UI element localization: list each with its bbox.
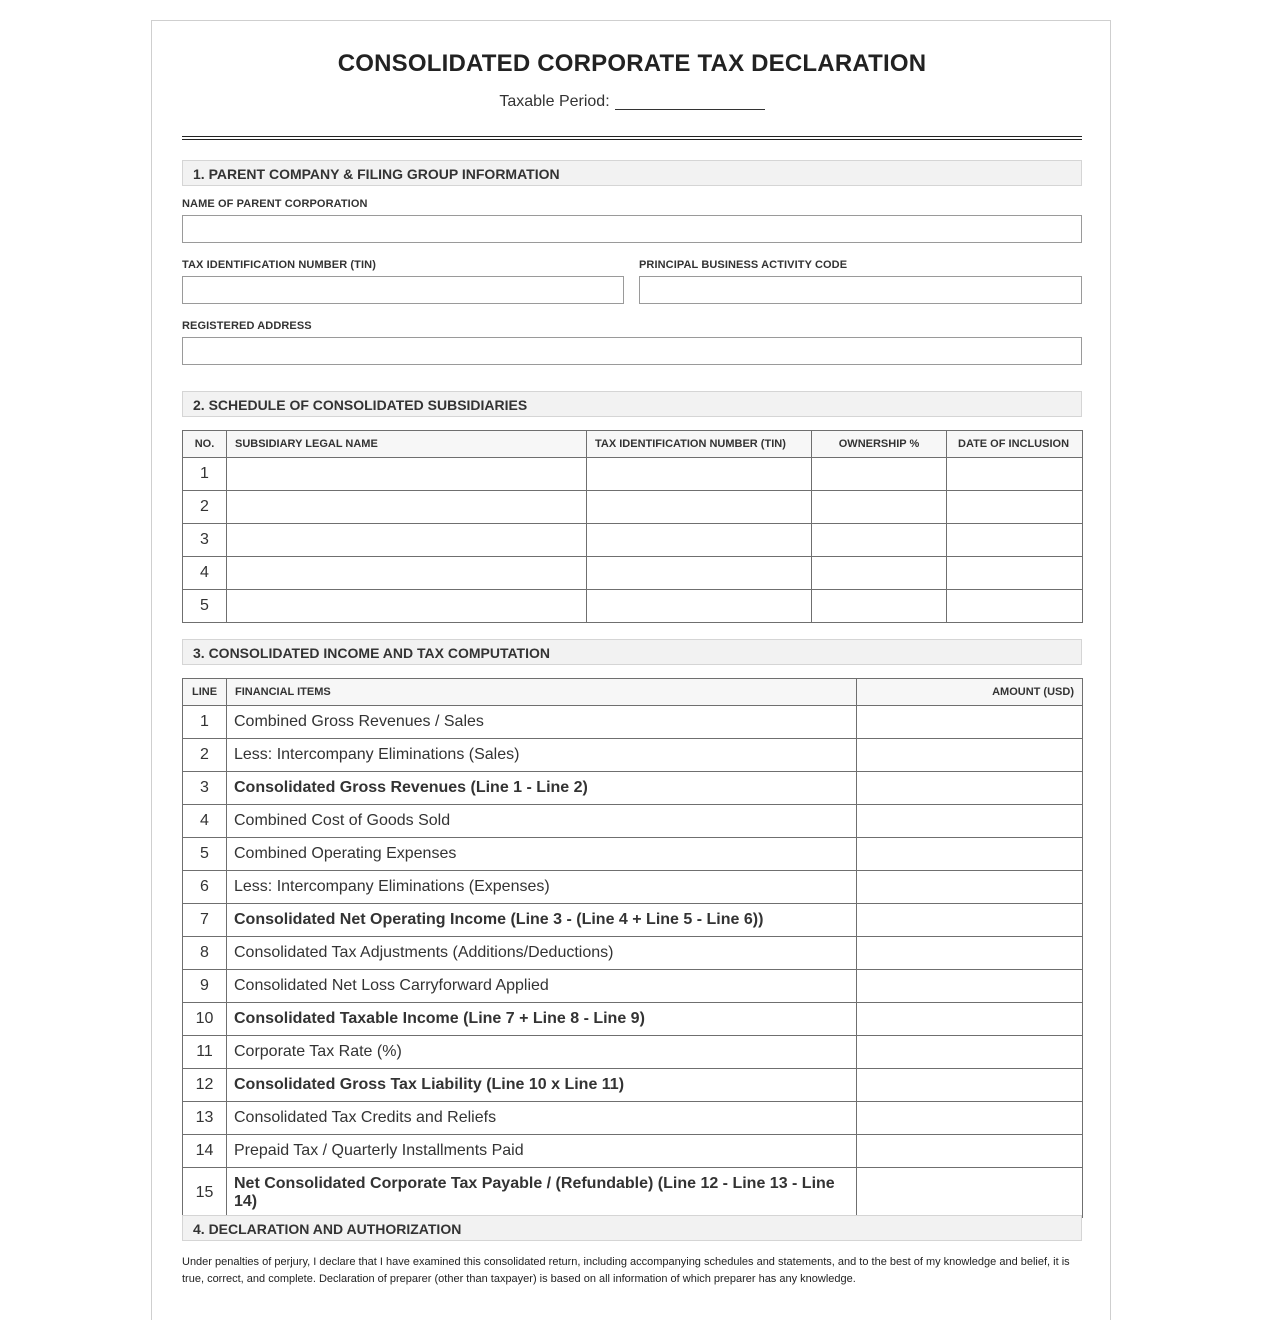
ownership-cell[interactable] <box>812 524 947 557</box>
line-number: 15 <box>183 1168 227 1218</box>
line-number: 2 <box>183 739 227 772</box>
row-number: 1 <box>183 458 227 491</box>
line-item-label: Less: Intercompany Eliminations (Sales) <box>227 739 857 772</box>
line-item-label: Corporate Tax Rate (%) <box>227 1036 857 1069</box>
amount-cell[interactable] <box>857 937 1083 970</box>
line-item-label: Consolidated Net Operating Income (Line 3 - (Line 4 + Line 5 - Line 6)) <box>227 904 857 937</box>
table-row <box>183 805 1083 838</box>
line-number: 6 <box>183 871 227 904</box>
table-row <box>183 1003 1083 1036</box>
col-line: LINE <box>183 679 227 706</box>
income-computation-table <box>182 678 1083 1218</box>
amount-cell[interactable] <box>857 1003 1083 1036</box>
subsidiary-tin-cell[interactable] <box>587 557 812 590</box>
table-row <box>183 838 1083 871</box>
table-row <box>183 1102 1083 1135</box>
line-number: 3 <box>183 772 227 805</box>
activity-code-label: PRINCIPAL BUSINESS ACTIVITY CODE <box>639 259 848 271</box>
line-number: 11 <box>183 1036 227 1069</box>
line-number: 7 <box>183 904 227 937</box>
date-inclusion-cell[interactable] <box>947 557 1083 590</box>
amount-cell[interactable] <box>857 1168 1083 1218</box>
table-row <box>183 904 1083 937</box>
income-header-row <box>183 679 1083 706</box>
amount-cell[interactable] <box>857 1069 1083 1102</box>
section4-heading: 4. DECLARATION AND AUTHORIZATION <box>182 1215 1082 1241</box>
col-subsidiary-name: SUBSIDIARY LEGAL NAME <box>227 431 587 458</box>
ownership-cell[interactable] <box>812 557 947 590</box>
amount-cell[interactable] <box>857 1135 1083 1168</box>
table-row <box>183 739 1083 772</box>
table-row <box>183 1135 1083 1168</box>
taxable-period <box>152 93 1112 111</box>
line-number: 14 <box>183 1135 227 1168</box>
subsidiary-tin-cell[interactable] <box>587 458 812 491</box>
ownership-cell[interactable] <box>812 491 947 524</box>
line-item-label: Combined Cost of Goods Sold <box>227 805 857 838</box>
amount-cell[interactable] <box>857 805 1083 838</box>
line-number: 12 <box>183 1069 227 1102</box>
subsidiaries-header-row <box>183 431 1083 458</box>
taxable-period-field[interactable] <box>615 95 765 110</box>
line-number: 13 <box>183 1102 227 1135</box>
subsidiary-name-cell[interactable] <box>227 590 587 623</box>
table-row <box>183 1036 1083 1069</box>
amount-cell[interactable] <box>857 706 1083 739</box>
line-number: 4 <box>183 805 227 838</box>
form-title: CONSOLIDATED CORPORATE TAX DECLARATION <box>337 50 927 77</box>
subsidiary-tin-cell[interactable] <box>587 590 812 623</box>
tin-label: TAX IDENTIFICATION NUMBER (TIN) <box>182 259 376 271</box>
table-row <box>183 970 1083 1003</box>
table-row <box>183 524 1083 557</box>
subsidiary-name-cell[interactable] <box>227 458 587 491</box>
subsidiary-name-cell[interactable] <box>227 557 587 590</box>
table-row <box>183 871 1083 904</box>
table-row <box>183 937 1083 970</box>
line-item-label: Net Consolidated Corporate Tax Payable / (Refundable) (Line 12 - Line 13 - Line 14) <box>227 1168 857 1218</box>
address-field[interactable] <box>182 337 1082 365</box>
subsidiaries-table <box>182 430 1083 623</box>
tin-field[interactable] <box>182 276 624 304</box>
line-item-label: Consolidated Gross Revenues (Line 1 - Line 2) <box>227 772 857 805</box>
table-row <box>183 1168 1083 1218</box>
subsidiary-name-cell[interactable] <box>227 524 587 557</box>
table-row <box>183 590 1083 623</box>
table-row <box>183 1069 1083 1102</box>
table-row <box>183 491 1083 524</box>
table-row <box>183 458 1083 491</box>
line-number: 5 <box>183 838 227 871</box>
line-number: 10 <box>183 1003 227 1036</box>
section1-heading: 1. PARENT COMPANY & FILING GROUP INFORMATION <box>182 160 1082 186</box>
line-item-label: Combined Operating Expenses <box>227 838 857 871</box>
line-number: 9 <box>183 970 227 1003</box>
table-row <box>183 557 1083 590</box>
line-number: 8 <box>183 937 227 970</box>
amount-cell[interactable] <box>857 970 1083 1003</box>
line-item-label: Consolidated Taxable Income (Line 7 + Line 8 - Line 9) <box>227 1003 857 1036</box>
amount-cell[interactable] <box>857 772 1083 805</box>
row-number: 2 <box>183 491 227 524</box>
section3-heading: 3. CONSOLIDATED INCOME AND TAX COMPUTATION <box>182 639 1082 665</box>
amount-cell[interactable] <box>857 1036 1083 1069</box>
address-label: REGISTERED ADDRESS <box>182 320 312 332</box>
amount-cell[interactable] <box>857 1102 1083 1135</box>
line-item-label: Consolidated Tax Credits and Reliefs <box>227 1102 857 1135</box>
amount-cell[interactable] <box>857 739 1083 772</box>
row-number: 3 <box>183 524 227 557</box>
line-item-label: Consolidated Gross Tax Liability (Line 10 x Line 11) <box>227 1069 857 1102</box>
line-item-label: Consolidated Net Loss Carryforward Applied <box>227 970 857 1003</box>
subsidiary-tin-cell[interactable] <box>587 524 812 557</box>
col-financial-items: FINANCIAL ITEMS <box>227 679 857 706</box>
date-inclusion-cell[interactable] <box>947 590 1083 623</box>
amount-cell[interactable] <box>857 871 1083 904</box>
amount-cell[interactable] <box>857 838 1083 871</box>
row-number: 5 <box>183 590 227 623</box>
section2-heading: 2. SCHEDULE OF CONSOLIDATED SUBSIDIARIES <box>182 391 1082 417</box>
col-date-inclusion: DATE OF INCLUSION <box>947 431 1083 458</box>
parent-name-label: NAME OF PARENT CORPORATION <box>182 198 368 210</box>
line-item-label: Consolidated Tax Adjustments (Additions/Deductions) <box>227 937 857 970</box>
parent-name-field[interactable] <box>182 215 1082 243</box>
form-page <box>151 20 1111 1320</box>
date-inclusion-cell[interactable] <box>947 458 1083 491</box>
ownership-cell[interactable] <box>812 590 947 623</box>
header-rule <box>182 136 1082 140</box>
subsidiary-tin-cell[interactable] <box>587 491 812 524</box>
activity-code-field[interactable] <box>639 276 1082 304</box>
date-inclusion-cell[interactable] <box>947 524 1083 557</box>
ownership-cell[interactable] <box>812 458 947 491</box>
date-inclusion-cell[interactable] <box>947 491 1083 524</box>
col-tin: TAX IDENTIFICATION NUMBER (TIN) <box>587 431 812 458</box>
line-item-label: Less: Intercompany Eliminations (Expenses) <box>227 871 857 904</box>
table-row <box>183 706 1083 739</box>
line-item-label: Prepaid Tax / Quarterly Installments Paid <box>227 1135 857 1168</box>
line-number: 1 <box>183 706 227 739</box>
col-no: NO. <box>183 431 227 458</box>
row-number: 4 <box>183 557 227 590</box>
taxable-period-label: Taxable Period: <box>499 93 610 110</box>
declaration-text: Under penalties of perjury, I declare that I have examined this consolidated return, including accompanying schedules and statements, and to the best of my knowledge and belief, it is true, correct, and complete. Declaration of preparer (other than taxpayer) is based on all information of which preparer has any knowledge. <box>182 1256 1070 1285</box>
table-row <box>183 772 1083 805</box>
col-ownership: OWNERSHIP % <box>812 431 947 458</box>
amount-cell[interactable] <box>857 904 1083 937</box>
col-amount: AMOUNT (USD) <box>857 679 1083 706</box>
line-item-label: Combined Gross Revenues / Sales <box>227 706 857 739</box>
subsidiary-name-cell[interactable] <box>227 491 587 524</box>
